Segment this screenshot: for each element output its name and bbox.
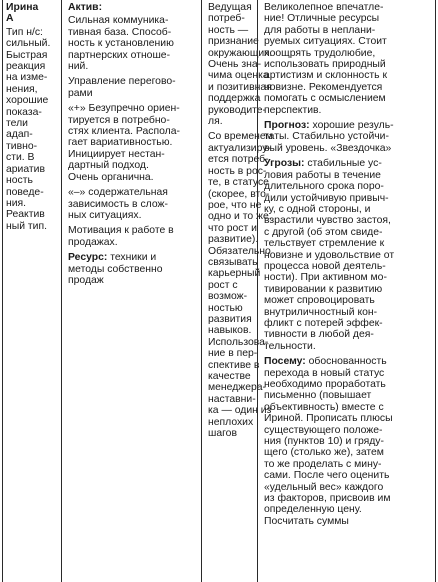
needs-text-line: поддержка <box>208 93 261 105</box>
type-description-line: на изме- <box>6 72 48 84</box>
threats-text-line: внутриличностный кон- <box>264 306 378 318</box>
threats-text-line: тельности. <box>264 340 316 352</box>
needs-text-line: ля. <box>208 116 223 128</box>
needs-text-line: (скорее, вто- <box>208 188 270 200</box>
needs-text-line: что рост и <box>208 222 257 234</box>
impression-text-line: помогать с осмыслением <box>264 93 386 105</box>
assets-text-line: Мотивация к работе в <box>68 225 174 237</box>
employee-name-line: Ирина <box>6 2 39 13</box>
impression-text-line: для работы в неплани- <box>264 24 376 36</box>
type-description-line: ния. <box>6 197 27 209</box>
assets-heading: Актив: <box>68 2 103 13</box>
type-description-line: адап- <box>6 129 33 141</box>
assets-text-line: Управление перегово- <box>68 76 176 88</box>
forecast-text-line: таты. Стабильно устойчи- <box>264 131 389 143</box>
assets-text-line: зависимость в слож- <box>68 198 168 210</box>
threats-text-line: ку, с одной стороны, и <box>264 203 371 215</box>
forecast-line-label: Прогноз: <box>264 120 310 132</box>
therefore-line-label: Посему: <box>264 356 306 368</box>
therefore-line <box>264 356 435 367</box>
assets-text-line: стях клиента. Распола- <box>68 126 180 138</box>
resource-line <box>68 252 201 263</box>
needs-text-line: связывать <box>208 256 258 268</box>
needs-text-line: актуализиру- <box>208 142 271 154</box>
therefore-text-line: щего (столько же), затем <box>264 447 384 459</box>
needs-text-line: признание <box>208 36 259 48</box>
type-description-line: тели <box>6 118 28 130</box>
type-description-line: показа- <box>6 106 42 118</box>
impression-text-line: использовать природный <box>264 59 386 71</box>
resource-line-label: Ресурс: <box>68 252 108 264</box>
assets-text-line: Инициирует нестан- <box>68 148 165 160</box>
assets-text-line: партнерских отноше- <box>68 49 171 61</box>
employee-name-column <box>2 0 61 582</box>
needs-text-line: Очень зна- <box>208 59 262 71</box>
needs-text-line: ность — <box>208 24 249 36</box>
type-description-line: ный тип. <box>6 220 47 232</box>
type-description-line: тивно- <box>6 140 38 152</box>
impression-text-line: руемых ситуациях. Стоит <box>264 36 387 48</box>
impression-text-line: поощрять трудолюбие, <box>264 47 376 59</box>
type-description-line: нения, <box>6 83 38 95</box>
needs-text-line: ние в пер- <box>208 348 258 360</box>
threats-text-line: тельствует стремление к <box>264 238 385 250</box>
assets-text-line: «–» содержательная <box>68 187 168 199</box>
therefore-text-line: письменно (повышает <box>264 390 372 402</box>
therefore-text-line: из факторов, присвоив им <box>264 493 391 505</box>
needs-text-line: Использова- <box>208 336 269 348</box>
needs-text-line: те, в статусе <box>208 177 269 189</box>
type-description-line: Быстрая <box>6 49 48 61</box>
threats-text-line: ности). При активном мо- <box>264 272 387 284</box>
needs-text-line: менеджера- <box>208 382 267 394</box>
threats-text-line: тивировании к развитию <box>264 283 383 295</box>
needs-text-line: карьерный <box>208 268 261 280</box>
impression-text-line: новизне. Рекомендуется <box>264 81 383 93</box>
impression-text-line: ние! Отличные ресурсы <box>264 13 380 25</box>
assets-text-line: Очень органична. <box>68 171 154 183</box>
assets-text-line: ность к установлению <box>68 38 174 50</box>
type-description-line: сильный. <box>6 38 51 50</box>
needs-text-line: чима оценка <box>208 70 269 82</box>
type-description-line: Тип н/с: <box>6 26 43 38</box>
needs-text-line: качестве <box>208 371 251 382</box>
type-description-line: реакция <box>6 61 46 73</box>
needs-text-line: развития <box>208 313 252 325</box>
threats-line <box>264 158 435 169</box>
forecast-line-text: хорошие резуль- <box>309 120 394 132</box>
type-description-line: ариатив <box>6 163 45 175</box>
type-description-line: хорошие <box>6 95 49 107</box>
therefore-text-line: сами. После чего оценить <box>264 470 390 482</box>
needs-text-line: Ведущая <box>208 2 252 13</box>
needs-text-line: потреб- <box>208 13 245 25</box>
assets-text-line: Сильная коммуника- <box>68 15 169 27</box>
resource-text-line: методы собственно <box>68 263 163 275</box>
needs-text-line: наставни- <box>208 393 256 405</box>
threats-text-line: процесса новой деятель- <box>264 260 386 272</box>
assets-column <box>61 0 201 582</box>
therefore-text-line: определенную цену. <box>264 504 362 516</box>
assets-text-line: продажах. <box>68 236 118 248</box>
needs-text-line: неплохих <box>208 416 254 428</box>
therefore-text-line: необходимо проработать <box>264 379 386 390</box>
therefore-line-text: обоснованность <box>305 356 387 368</box>
threats-text-line: с другой (об этом свиде- <box>264 226 383 238</box>
threats-text-line: новизне и удовольствие от <box>264 249 395 261</box>
assets-text-line: тируется в потребно- <box>68 114 170 126</box>
threats-text-line: дили устойчивую привыч- <box>264 192 389 204</box>
needs-column <box>201 0 273 582</box>
needs-text-line: развитие). <box>208 234 259 246</box>
threats-line-text: стабильные ус- <box>304 158 382 170</box>
threats-text-line: ловия работы в течение <box>264 169 381 181</box>
needs-text-line: шагов <box>208 428 237 440</box>
assessment-column <box>257 0 436 582</box>
therefore-text-line: ния (пунктов 10) и гряду- <box>264 436 384 448</box>
threats-text-line: взрастили чувство застоя, <box>264 215 391 227</box>
type-description-line: ность <box>6 175 33 187</box>
threats-text-line: фликт с потерей эффек- <box>264 317 383 329</box>
therefore-text-line: «удельный вес» каждого <box>264 481 384 493</box>
needs-text-line: и позитивная <box>208 81 272 93</box>
needs-text-line: рое, что не <box>208 199 262 211</box>
needs-text-line: ность в рос- <box>208 165 267 177</box>
impression-text-line: артистизм и склонность к <box>264 70 388 82</box>
needs-text-line: ностью <box>208 302 243 314</box>
threats-line-label: Угрозы: <box>264 158 305 170</box>
assets-text-line: рами <box>68 87 93 99</box>
needs-text-line: ка — один из <box>208 405 272 417</box>
therefore-text-line: Ириной. Прописать плюсы <box>264 413 393 425</box>
type-description-line: сти. В <box>6 152 35 164</box>
needs-text-line: Со временем <box>208 131 273 143</box>
forecast-text-line: вый уровень. «Звездочка» <box>264 142 392 154</box>
table-page <box>2 0 436 582</box>
assets-text-line: «+» Безупречно ориен- <box>68 103 180 115</box>
therefore-text-line: существующего положе- <box>264 424 383 436</box>
assets-text-line: ных ситуациях. <box>68 209 142 221</box>
needs-text-line: Обязательно <box>208 245 271 257</box>
assets-text-line: дартный подход. <box>68 160 149 172</box>
employee-name-line: А <box>6 13 14 25</box>
needs-text-line: руководите- <box>208 104 267 116</box>
threats-text-line: может спровоцировать <box>264 295 375 307</box>
therefore-text-line: объективность) вместе с <box>264 401 384 413</box>
therefore-text-line: то же проделать с мину- <box>264 458 382 470</box>
type-description-line: поведе- <box>6 186 44 198</box>
assets-text-line: тивная база. Способ- <box>68 26 172 38</box>
needs-text-line: навыков. <box>208 325 252 337</box>
assets-text-line: ний. <box>68 61 89 73</box>
needs-text-line: окружающих. <box>208 47 273 59</box>
resource-text-line: продаж <box>68 274 104 286</box>
forecast-line <box>264 120 435 131</box>
threats-text-line: тивности в любой дея- <box>264 329 374 341</box>
needs-text-line: рост с <box>208 279 238 291</box>
assets-text-line: гает вариативностью. <box>68 137 173 149</box>
needs-text-line: возмож- <box>208 291 248 303</box>
resource-line-text: техники и <box>107 252 157 264</box>
needs-text-line: спективе в <box>208 359 260 371</box>
threats-text-line: длительного срока поро- <box>264 181 384 193</box>
needs-text-line: одно и то же, <box>208 211 272 223</box>
therefore-text-line: Посчитать суммы <box>264 515 349 527</box>
impression-text-line: Великолепное впечатле- <box>264 2 384 13</box>
therefore-text-line: перехода в новый статус <box>264 367 385 379</box>
needs-text-line: ется потреб- <box>208 154 269 166</box>
impression-text-line: перспектив. <box>264 104 322 116</box>
type-description-line: Реактив <box>6 209 45 221</box>
